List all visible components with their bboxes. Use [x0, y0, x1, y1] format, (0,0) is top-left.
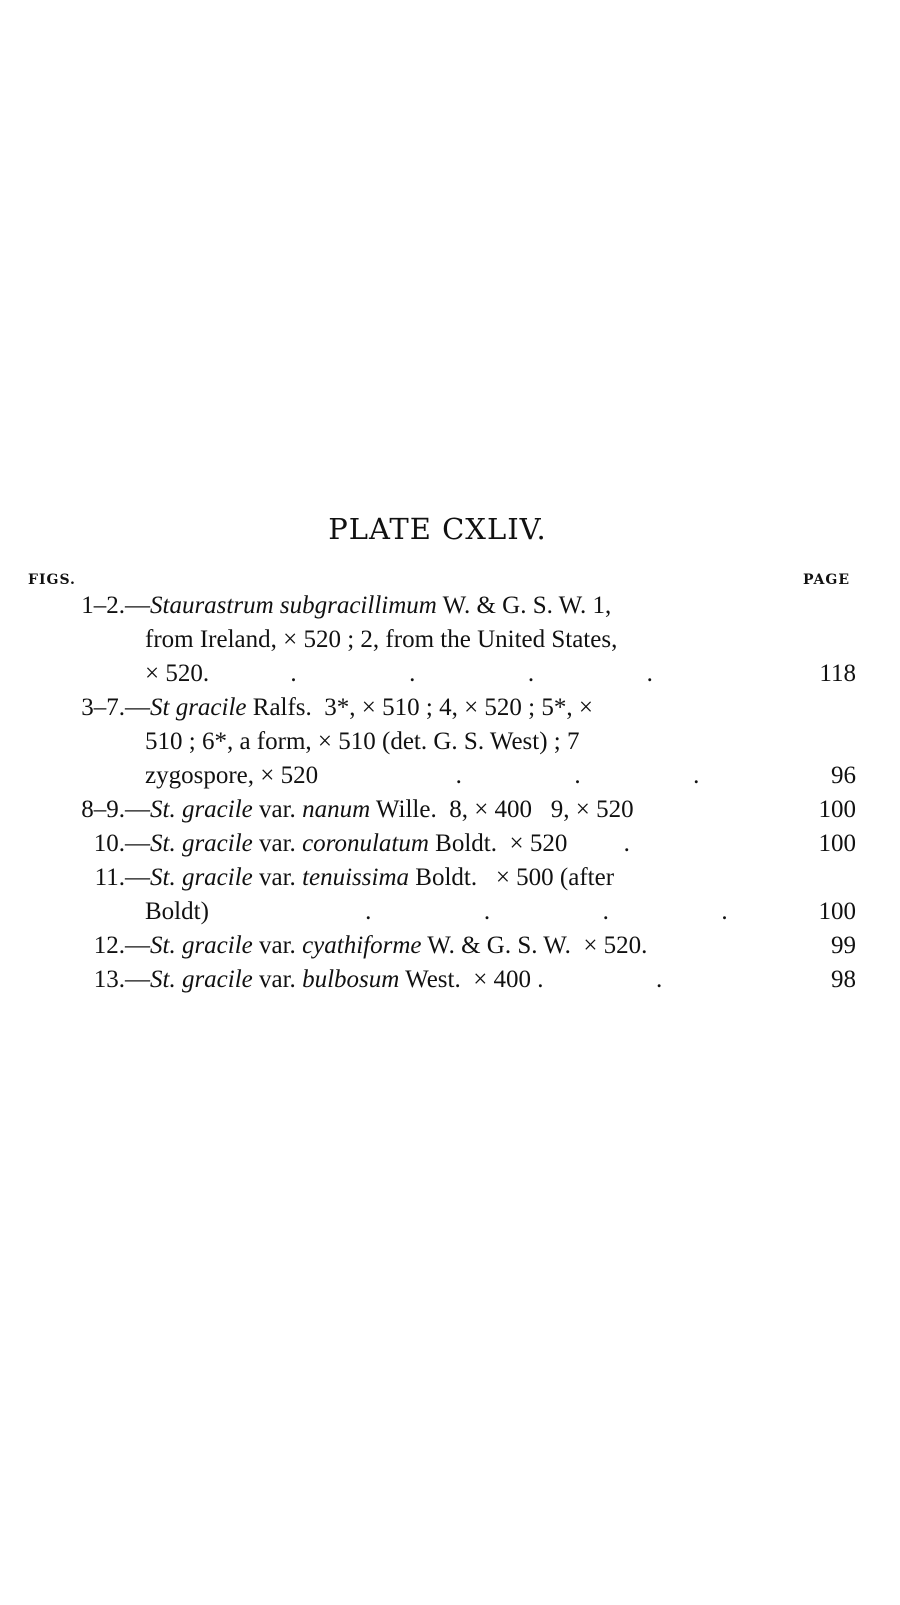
figure-description: zygospore, × 520 . . .	[145, 762, 700, 789]
figure-description: from Ireland, × 520 ; 2, from the United States,	[145, 626, 618, 653]
figure-description: —St. gracile var. bulbosum West. × 400 . .	[125, 966, 663, 993]
page-number: 100	[818, 830, 856, 857]
figure-description: Boldt) . . . .	[145, 898, 728, 925]
figure-entry	[0, 827, 900, 861]
figure-description: —Staurastrum subgracillimum W. & G. S. W. 1,	[125, 592, 612, 619]
figure-number: 11.	[94, 864, 125, 891]
figure-entry	[0, 929, 900, 963]
figure-description: —St. gracile var. coronulatum Boldt. × 520 .	[125, 830, 630, 857]
entry-line	[0, 895, 900, 929]
entry-line	[0, 861, 900, 895]
figure-description: 510 ; 6*, a form, × 510 (det. G. S. West) ; 7	[145, 728, 580, 755]
figure-number: 1–2.	[81, 592, 125, 619]
entry-line	[0, 929, 900, 963]
figure-number: 12.	[93, 932, 125, 959]
figure-number: 13.	[93, 966, 125, 993]
figure-entry	[0, 963, 900, 997]
figure-description: —St. gracile var. cyathiforme W. & G. S. W. × 520.	[125, 932, 648, 959]
figs-column-header: FIGS.	[28, 572, 76, 588]
figure-entry	[0, 589, 900, 691]
page-column-header: PAGE	[803, 572, 850, 588]
figure-description: × 520. . . . .	[145, 660, 653, 687]
figure-description: —St gracile Ralfs. 3*, × 510 ; 4, × 520 ; 5*, ×	[125, 694, 593, 721]
entry-line	[0, 623, 900, 657]
figure-entry	[0, 793, 900, 827]
plate-figure-list	[0, 589, 900, 997]
figure-description: —St. gracile var. nanum Wille. 8, × 400 9, × 520	[125, 796, 634, 823]
figure-description: —St. gracile var. tenuissima Boldt. × 500 (after	[125, 864, 615, 891]
figure-number: 3–7.	[81, 694, 125, 721]
page-number: 96	[831, 762, 856, 789]
figure-entry	[0, 861, 900, 929]
entry-line	[0, 691, 900, 725]
entry-line	[0, 657, 900, 691]
entry-line	[0, 725, 900, 759]
page-number: 99	[831, 932, 856, 959]
figure-number: 10.	[93, 830, 125, 857]
plate-title: PLATE CXLIV.	[328, 512, 547, 546]
entry-line	[0, 827, 900, 861]
entry-line	[0, 793, 900, 827]
page-number: 118	[819, 660, 856, 687]
entry-line	[0, 759, 900, 793]
page-number: 100	[818, 898, 856, 925]
page-number: 100	[818, 796, 856, 823]
figure-number: 8–9.	[81, 796, 125, 823]
entry-line	[0, 589, 900, 623]
figure-entry	[0, 691, 900, 793]
entry-line	[0, 963, 900, 997]
page-number: 98	[831, 966, 856, 993]
